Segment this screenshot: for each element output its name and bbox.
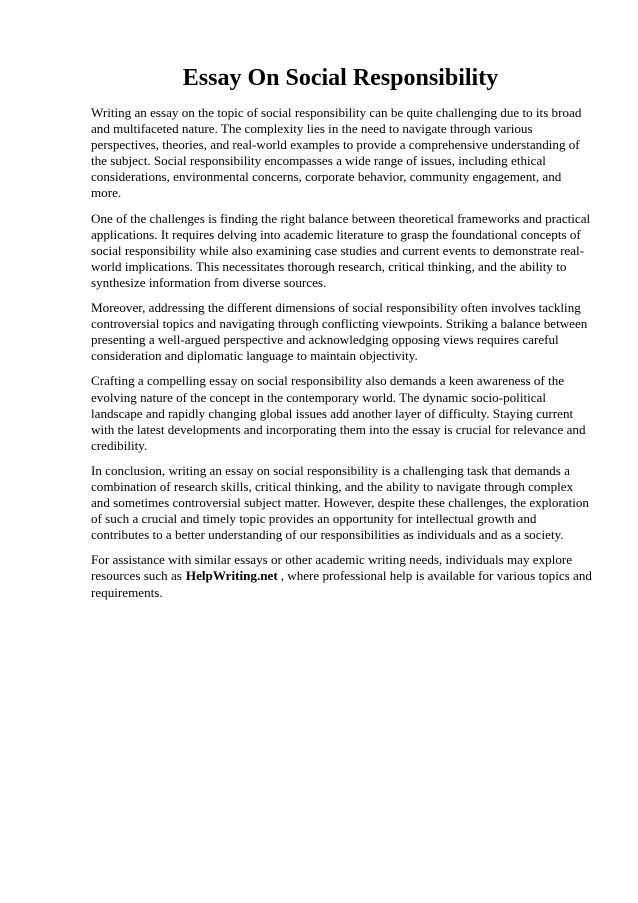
brand-name: HelpWriting.net <box>185 568 278 584</box>
paragraph-6-text-after: , where professional help is available for various topics and requirements. <box>91 568 592 600</box>
paragraph-6 <box>91 552 593 600</box>
paragraph-2: One of the challenges is finding the right balance between theoretical frameworks and practical applications. It requires delving into academic literature to grasp the foundational concepts of social responsibility while also examining case studies and current events to demonstrate real-world implications. This necessitates thorough research, critical thinking, and the ability to synthesize information from diverse sources. <box>91 210 591 290</box>
paragraph-1: Writing an essay on the topic of social responsibility can be quite challenging due to its broad and multifaceted nature. The complexity lies in the need to navigate through various perspectives, theories, and real-world examples to provide a comprehensive understanding of the subject. Social responsibility encompasses a wide range of issues, including ethical considerations, environmental concerns, corporate behavior, community engagement, and more. <box>91 105 582 201</box>
paragraph-4: Crafting a compelling essay on social responsibility also demands a keen awareness of the evolving nature of the concept in the contemporary world. The dynamic socio-political landscape and rapidly changing global issues add another layer of difficulty. Staying current with the latest developments and incorporating them into the essay is crucial for relevance and credibility. <box>91 373 586 453</box>
paragraph-6-text-before: For assistance with similar essays or other academic writing needs, individuals may explore resources such as <box>91 552 573 584</box>
page-title: Essay On Social Responsibility <box>182 65 499 91</box>
paragraph-5: In conclusion, writing an essay on social responsibility is a challenging task that demands a combination of research skills, critical thinking, and the ability to navigate through complex and sometimes controversial subject matter. However, despite these challenges, the exploration of such a crucial and timely topic provides an opportunity for intellectual growth and contributes to a better understanding of our responsibilities as individuals and as a society. <box>91 462 589 543</box>
paragraph-3: Moreover, addressing the different dimensions of social responsibility often involves tackling controversial topics and navigating through conflicting viewpoints. Striking a balance between presenting a well-argued perspective and acknowledging opposing views requires careful consideration and diplomatic language to maintain objectivity. <box>91 300 588 364</box>
